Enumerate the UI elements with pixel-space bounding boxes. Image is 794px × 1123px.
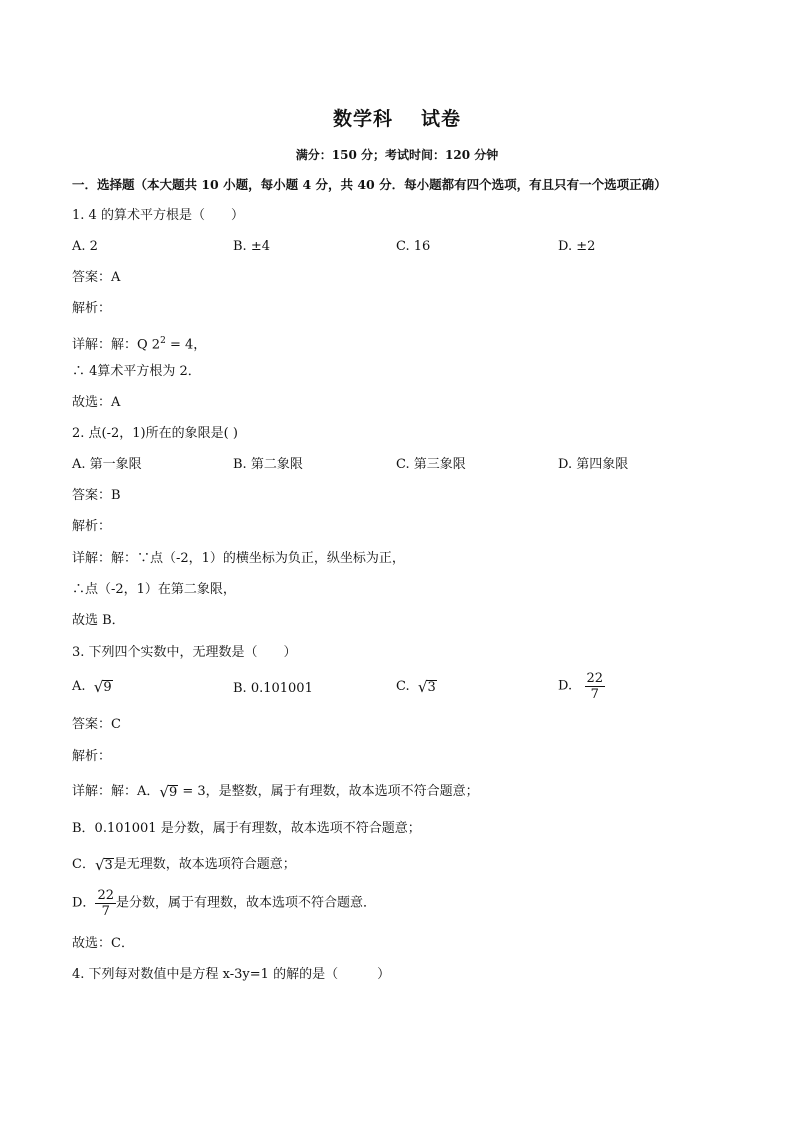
q3-option-c-radicand: 3 [427,679,436,695]
q1-detail-rest: = 4， [165,337,207,353]
q3-line-b: B．0.101001 是分数，属于有理数，故本选项不符合题意； [72,821,421,836]
q3-line-d-rest: 是分数，属于有理数，故本选项不符合题意． [115,895,376,911]
q3-line-c [72,856,296,874]
sqrt-symbol: √ 9 [93,677,112,696]
fraction [585,671,606,702]
q3-option-d-label: D. [558,678,573,694]
fraction [95,888,116,919]
q3-option-d-numerator: 22 [586,671,604,686]
q3-answer: 答案：C [72,717,121,732]
q1-conclusion: ∴ 4算术平方根为 2． [72,364,201,379]
exam-info: 满分：150 分；考试时间：120 分钟 [295,148,499,162]
q3-option-d [558,671,605,702]
q1-analysis: 解析： [72,301,112,316]
sqrt-symbol: √ 9 [159,782,178,801]
q3-line-d [72,888,376,919]
q1-detail-exponent: 2 [160,336,166,346]
q4-stem: 4. 下列每对数值中是方程 x-3y=1 的解的是（ ） [72,967,391,982]
q1-answer: 答案：A [72,270,121,285]
section-heading: 一．选择题（本大题共 10 小题，每小题 4 分，共 40 分．每小题都有四个选项，有且只有一个选项正确） [72,177,667,192]
q3-option-a-radicand: 9 [103,679,112,695]
q3-option-c [396,678,437,696]
q3-line-d-prefix: D． [72,895,96,911]
q3-line-c-prefix: C． [72,857,95,872]
q3-detail-equals: = 3 [178,784,206,799]
sqrt-symbol: √ 3 [94,855,113,874]
q1-detail [72,332,206,354]
q2-detail: 详解：解：∵点（-2，1）的横坐标为负正，纵坐标为正， [72,551,405,566]
q2-conclusion: ∴点（-2，1）在第二象限， [72,582,236,597]
title-subject: 数学科 [332,108,393,130]
q1-choose: 故选：A [72,395,121,410]
q3-line-c-rest: 是无理数，故本选项符合题意； [113,857,296,872]
q2-analysis: 解析： [72,519,112,534]
q3-line-d-denominator: 7 [101,904,110,919]
q1-option-a: A. 2 [72,239,98,254]
q3-option-d-denominator: 7 [590,687,599,702]
q3-option-a [72,678,113,696]
q3-stem: 3. 下列四个实数中，无理数是（ ） [72,645,297,660]
q1-option-c: C. 16 [396,239,431,254]
q1-option-b: B. ±4 [233,239,270,254]
q3-detail [72,783,479,801]
q3-detail-rest: ，是整数，属于有理数，故本选项不符合题意； [205,784,479,799]
q2-choose: 故选 B． [72,613,125,628]
q3-analysis: 解析： [72,749,112,764]
q1-stem: 1. 4 的算术平方根是（ ） [72,208,244,223]
title-paper: 试卷 [421,108,462,130]
q2-option-a: A. 第一象限 [72,457,142,472]
q1-detail-expr: Q 2 [137,337,161,353]
q3-option-c-label: C. [396,679,410,694]
q3-detail-radicand: 9 [168,784,178,800]
q1-detail-prefix: 详解：解： [72,337,138,353]
page-title [0,104,794,131]
q3-line-d-numerator: 22 [97,888,114,903]
q1-option-d: D. ±2 [558,239,596,254]
q3-choose: 故选：C． [72,936,134,951]
q2-option-c: C. 第三象限 [396,457,466,472]
q3-option-b: B. 0.101001 [233,681,313,696]
q2-option-d: D. 第四象限 [558,457,629,472]
q3-line-c-radicand: 3 [104,857,113,873]
q3-detail-prefix: 详解：解：A． [72,784,160,799]
q2-answer: 答案：B [72,488,121,503]
q3-option-a-label: A. [72,679,86,694]
sqrt-symbol: √ 3 [417,677,436,696]
q2-stem: 2. 点(-2，1)所在的象限是( ) [72,426,238,441]
q2-option-b: B. 第二象限 [233,457,303,472]
